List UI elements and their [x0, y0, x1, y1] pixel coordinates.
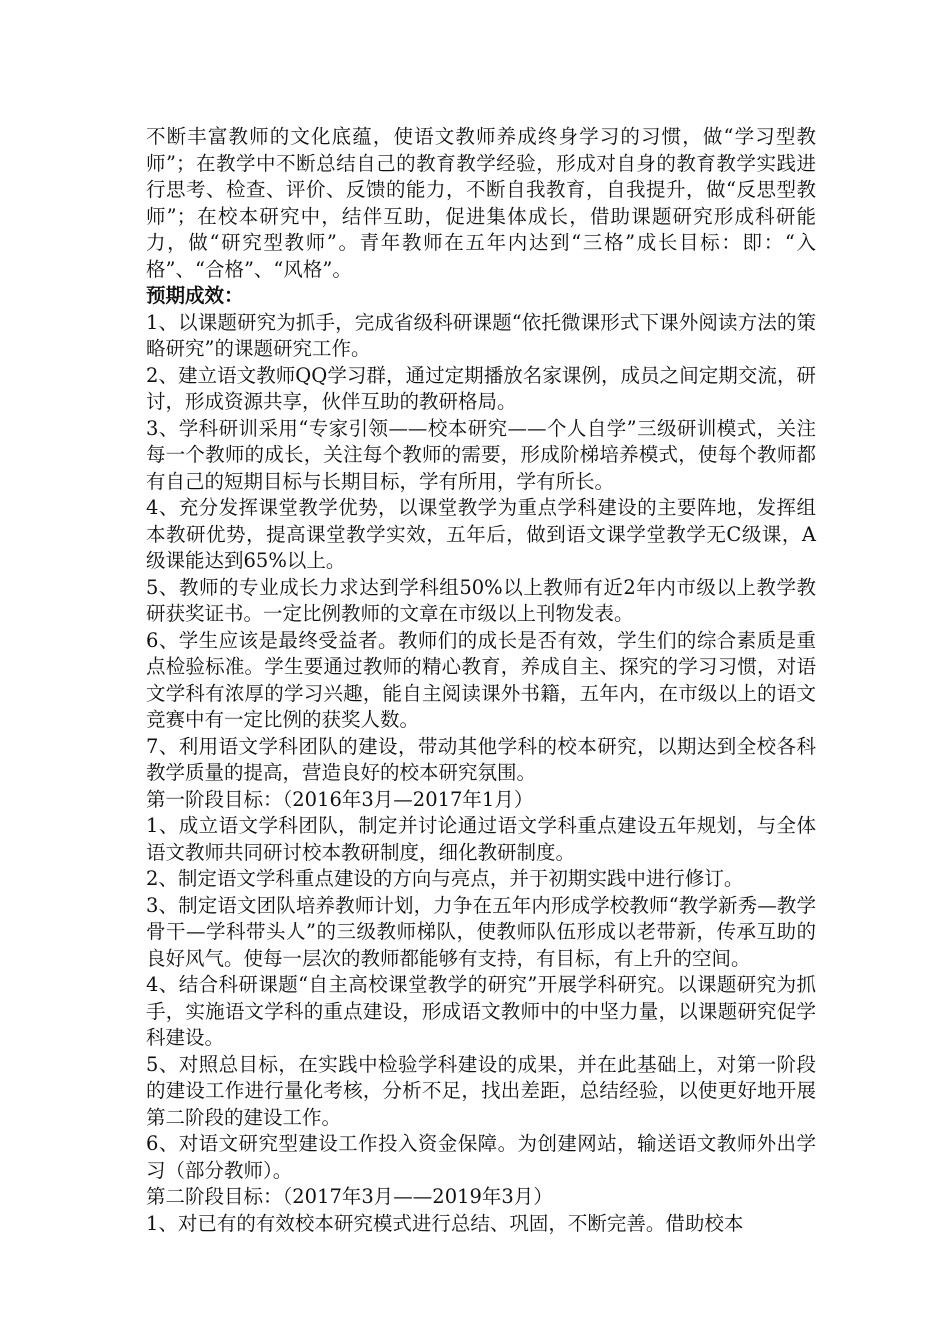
stage1-item-6: 6、对语文研究型建设工作投入资金保障。为创建网站，输送语文教师外出学习（部分教师）。	[146, 1132, 816, 1182]
expected-item-6: 6、学生应该是最终受益者。教师们的成长是否有效，学生们的综合素质是重点检验标准。学生要通过教师的精心教育，养成自主、探究的学习习惯，对语文学科有浓厚的学习兴趣，能自主阅读课外书籍，五年内，在市级以上的语文竞赛中有一定比例的获奖人数。	[146, 628, 816, 731]
expected-item-5: 5、教师的专业成长力求达到学科组50%以上教师有近2年内市级以上教学教研获奖证书。一定比例教师的文章在市级以上刊物发表。	[146, 575, 816, 625]
expected-item-4: 4、充分发挥课堂教学优势，以课堂教学为重点学科建设的主要阵地，发挥组本教研优势，提高课堂教学实效，五年后，做到语文课学堂教学无C级课，A级课能达到65%以上。	[146, 496, 816, 572]
document-body	[146, 124, 816, 1237]
stage2-item-1: 1、对已有的有效校本研究模式进行总结、巩固，不断完善。借助校本	[146, 1211, 744, 1235]
stage2-heading: 第二阶段目标：（2017年3月——2019年3月）	[146, 1185, 553, 1208]
expected-item-7: 7、利用语文学科团队的建设，带动其他学科的校本研究，以期达到全校各科教学质量的提高，营造良好的校本研究氛围。	[146, 734, 816, 784]
stage1-item-4: 4、结合科研课题“自主高校课堂教学的研究”开展学科研究。以课题研究为抓手，实施语文学科的重点建设，形成语文教师中的中坚力量，以课题研究促学科建设。	[146, 973, 816, 1049]
stage1-heading: 第一阶段目标：（2016年3月—2017年1月）	[146, 787, 534, 811]
stage1-item-3: 3、制定语文团队培养教师计划，力争在五年内形成学校教师“教学新秀—教学骨干—学科带头人”的三级教师梯队，使教师队伍形成以老带新，传承互助的良好风气。使每一层次的教师都能够有支持，有目标，有上升的空间。	[146, 893, 816, 970]
stage1-item-2: 2、制定语文学科重点建设的方向与亮点，并于初期实践中进行修订。	[146, 867, 744, 890]
expected-item-2: 2、建立语文教师QQ学习群，通过定期播放名家课例，成员之间定期交流，研讨，形成资源共享，伙伴互助的教研格局。	[146, 363, 816, 413]
expected-item-1: 1、以课题研究为抓手，完成省级科研课题“依托微课形式下课外阅读方法的策略研究”的课题研究工作。	[146, 310, 816, 360]
stage1-item-1: 1、成立语文学科团队，制定并讨论通过语文学科重点建设五年规划，与全体语文教师共同研讨校本教研制度，细化教研制度。	[146, 814, 816, 864]
expected-results-heading: 预期成效：	[146, 284, 244, 307]
stage1-item-5: 5、对照总目标，在实践中检验学科建设的成果，并在此基础上，对第一阶段的建设工作进行量化考核，分析不足，找出差距，总结经验，以使更好地开展第二阶段的建设工作。	[146, 1052, 816, 1129]
expected-item-3: 3、学科研训采用“专家引领——校本研究——个人自学”三级研训模式，关注每一个教师的成长，关注每个教师的需要，形成阶梯培养模式，使每个教师都有自己的短期目标与长期目标，学有所用，学有所长。	[146, 416, 816, 493]
intro-paragraph: 不断丰富教师的文化底蕴，使语文教师养成终身学习的习惯，做“学习型教师”；在教学中不断总结自己的教育教学经验，形成对自身的教育教学实践进行思考、检查、评价、反馈的能力，不断自我教育，自我提升，做“反思型教师”；在校本研究中，结伴互助，促进集体成长，借助课题研究形成科研能力，做“研究型教师”。青年教师在五年内达到“三格”成长目标：即：“入格”、“合格”、“风格”。	[146, 125, 816, 281]
